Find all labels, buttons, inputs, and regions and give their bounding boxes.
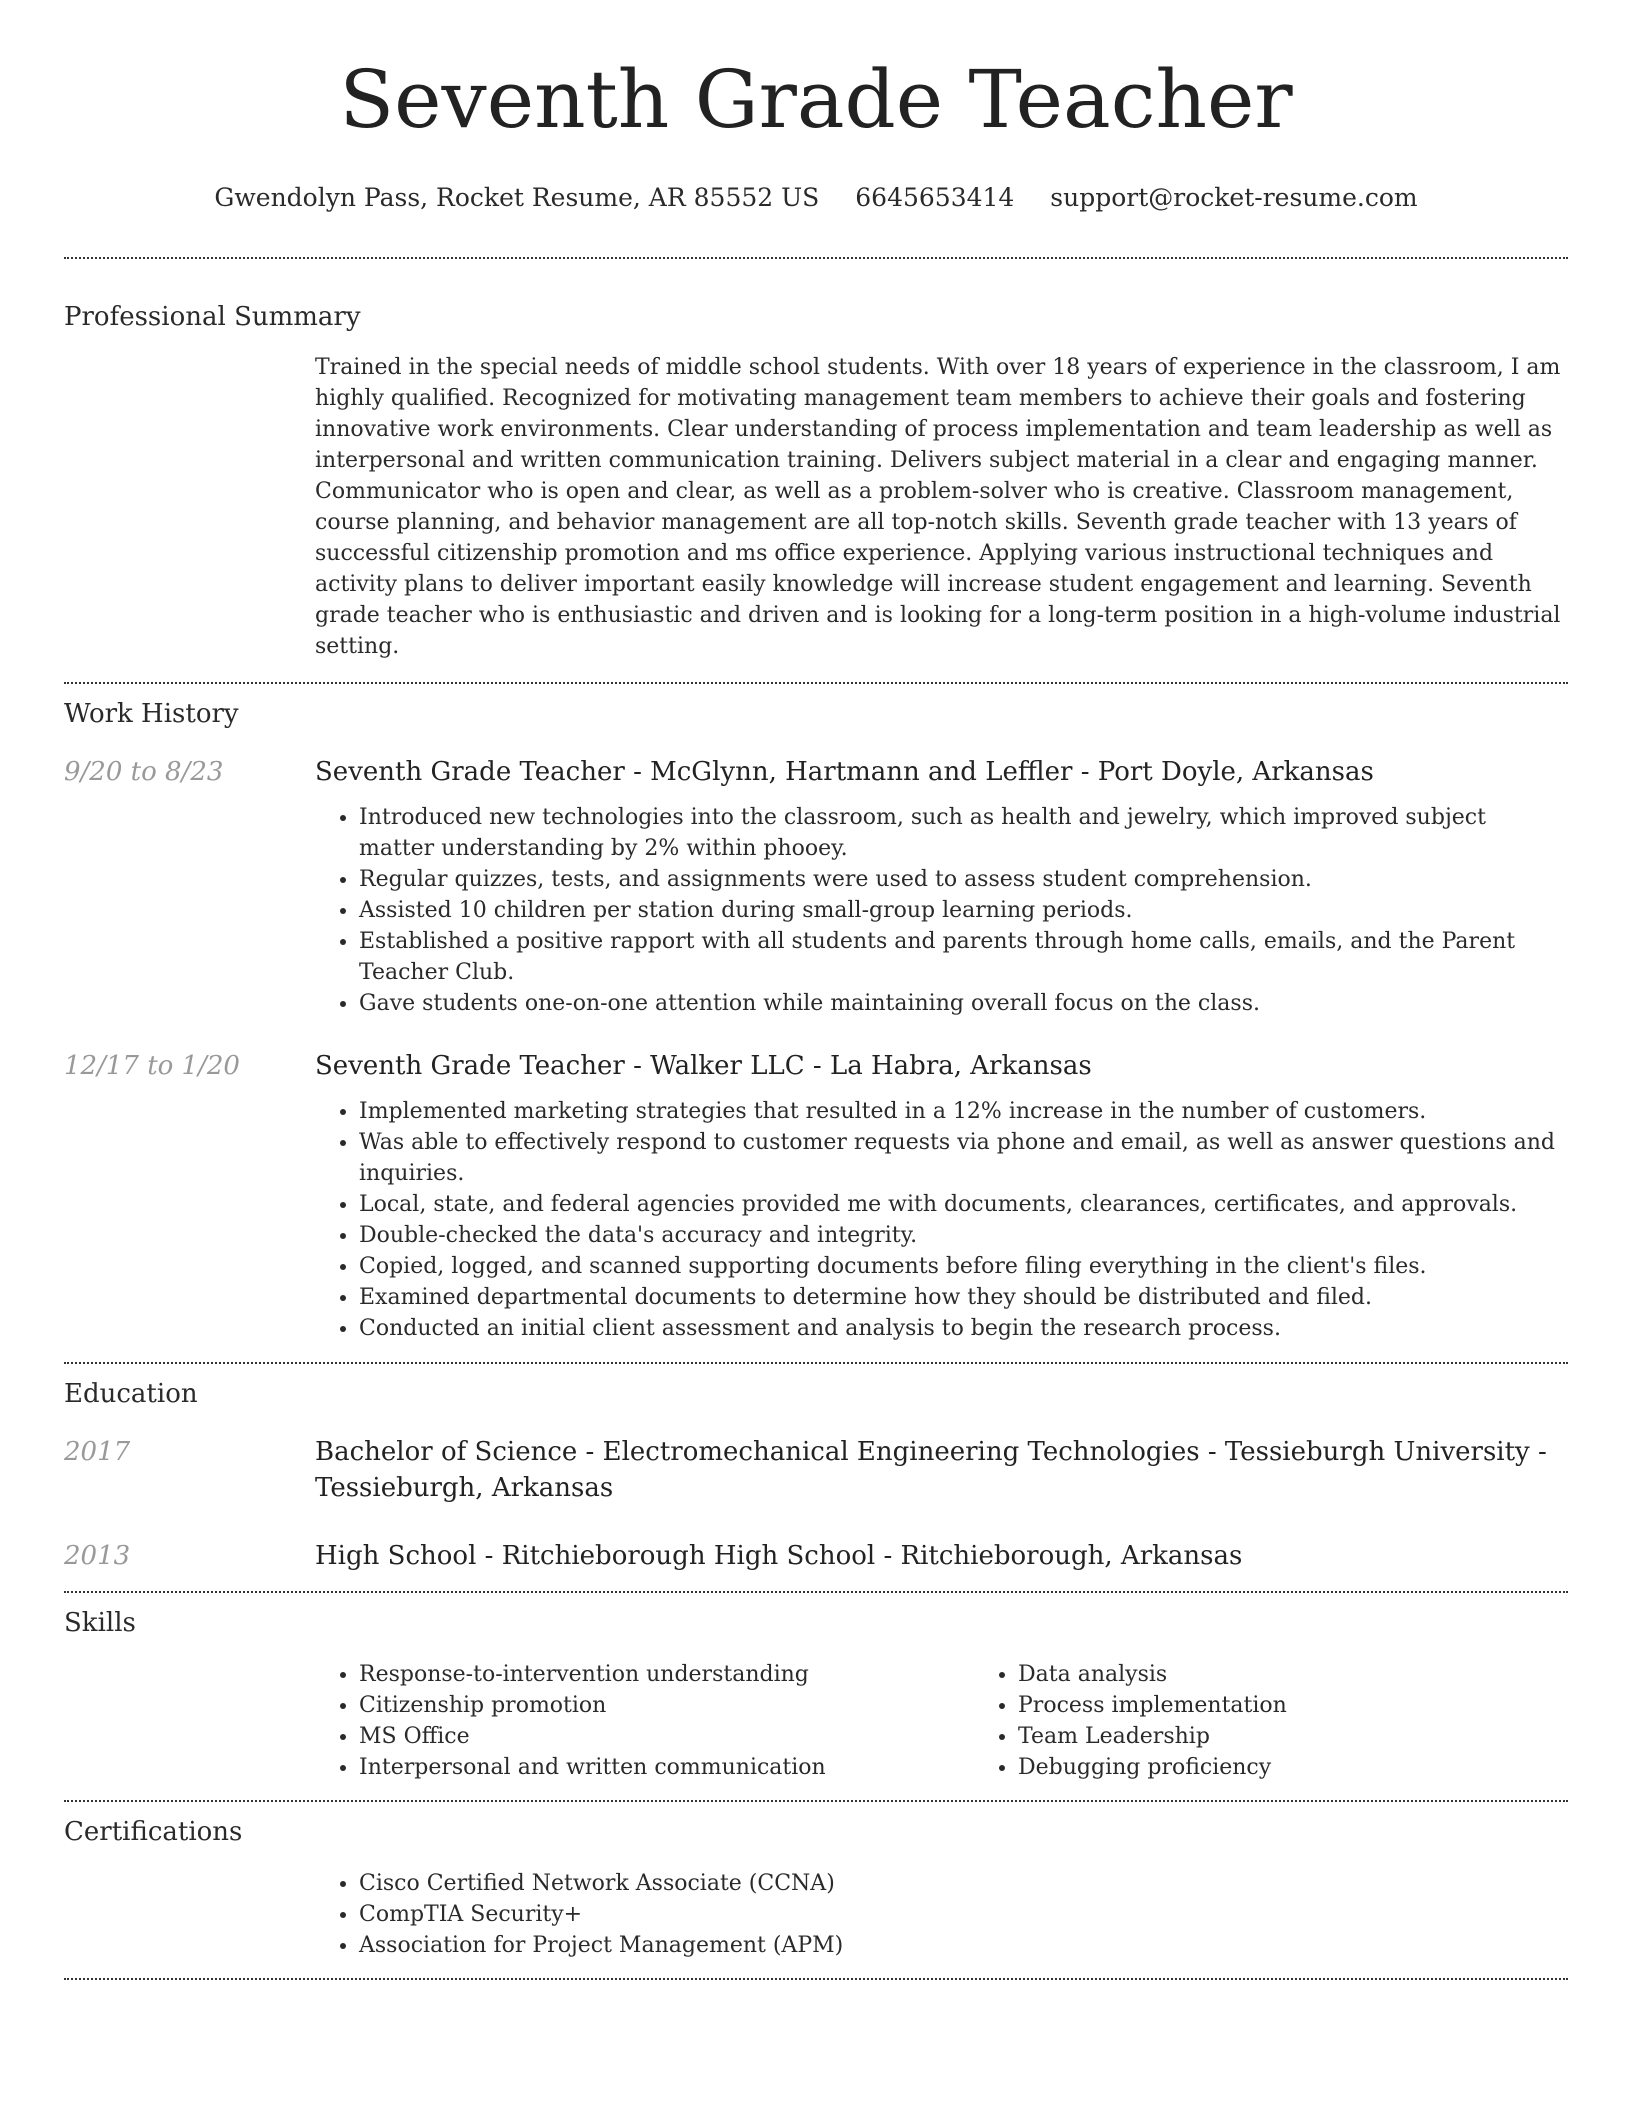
divider — [64, 1800, 1568, 1802]
education-text: Bachelor of Science - Electromechanical Engineering Technologies - Tessieburgh University - Tessieburgh, Arkansas — [315, 1437, 1547, 1503]
certifications-list — [315, 1868, 1568, 1961]
education-entry — [64, 1538, 1568, 1574]
divider — [64, 1978, 1568, 1980]
list-item: • Citizenship promotion — [359, 1690, 974, 1721]
job-bullets — [315, 802, 1568, 1019]
resume-name: Seventh Grade Teacher — [339, 53, 1293, 146]
skills-list-right — [974, 1659, 1632, 1783]
contact-phone: 6645653414 — [855, 183, 1015, 212]
list-item: • Team Leadership — [1018, 1721, 1632, 1752]
resume-page — [64, 0, 1568, 1980]
certifications-spacer — [64, 1868, 315, 1961]
summary-text: Trained in the special needs of middle school students. With over 18 years of experience in the classroom, I am highly qualified. Recognized for motivating management team members to achieve their goals and fostering innovative work environments. Clear understanding of process implementation and team leadership as well as interpersonal and written communication training. Delivers subject material in a clear and engaging manner. Communicator who is open and clear, as well as a problem-solver who is creative. Classroom management, course planning, and behavior management are all top-notch skills. Seventh grade teacher with 13 years of successful citizenship promotion and ms office experience. Applying various instructional techniques and activity plans to deliver important easily knowledge will increase student engagement and learning. Seventh grade teacher who is enthusiastic and driven and is looking for a long-term position in a high-volume industrial setting. — [315, 355, 1561, 659]
summary-heading: Professional Summary — [64, 302, 361, 332]
list-item: • Examined departmental documents to determine how they should be distributed and filed. — [359, 1282, 1568, 1313]
job-title: Seventh Grade Teacher - McGlynn, Hartmann and Leffler - Port Doyle, Arkansas — [315, 757, 1374, 787]
education-text: High School - Ritchieborough High School - Ritchieborough, Arkansas — [315, 1541, 1243, 1571]
list-item: • Introduced new technologies into the classroom, such as health and jewelry, which improved subject matter understanding by 2% within phooey. — [359, 802, 1568, 864]
list-item: • Double-checked the data's accuracy and integrity. — [359, 1220, 1568, 1251]
list-item: • Assisted 10 children per station during small-group learning periods. — [359, 895, 1568, 926]
job-title: Seventh Grade Teacher - Walker LLC - La Habra, Arkansas — [315, 1051, 1092, 1081]
list-item: • Data analysis — [1018, 1659, 1632, 1690]
education-year: 2017 — [64, 1437, 131, 1467]
skills-list-left — [315, 1659, 974, 1783]
list-item: • Local, state, and federal agencies provided me with documents, clearances, certificates, and approvals. — [359, 1189, 1568, 1220]
skills-spacer — [64, 1659, 315, 1783]
work-heading: Work History — [64, 699, 239, 729]
divider — [64, 257, 1568, 259]
list-item: • Interpersonal and written communication — [359, 1752, 974, 1783]
job-dates: 12/17 to 1/20 — [64, 1051, 240, 1081]
list-item: • Process implementation — [1018, 1690, 1632, 1721]
list-item: • Regular quizzes, tests, and assignments were used to assess student comprehension. — [359, 864, 1568, 895]
list-item: • Response-to-intervention understanding — [359, 1659, 974, 1690]
list-item: • Association for Project Management (APM) — [359, 1930, 1568, 1961]
contact-email: support@rocket-resume.com — [1050, 183, 1418, 212]
list-item: • CompTIA Security+ — [359, 1899, 1568, 1930]
job-entry — [64, 1048, 1568, 1344]
list-item: • Implemented marketing strategies that resulted in a 12% increase in the number of customers. — [359, 1096, 1568, 1127]
list-item: • Established a positive rapport with all students and parents through home calls, emails, and the Parent Teacher Club. — [359, 926, 1568, 988]
job-entry — [64, 754, 1568, 1019]
contact-address: Gwendolyn Pass, Rocket Resume, AR 85552 US — [214, 183, 820, 212]
education-year: 2013 — [64, 1541, 131, 1571]
divider — [64, 682, 1568, 684]
education-heading: Education — [64, 1379, 198, 1409]
summary-spacer — [64, 352, 315, 662]
divider — [64, 1591, 1568, 1593]
skills-heading: Skills — [64, 1608, 136, 1638]
list-item: • Conducted an initial client assessment and analysis to begin the research process. — [359, 1313, 1568, 1344]
list-item: • Copied, logged, and scanned supporting documents before filing everything in the client's files. — [359, 1251, 1568, 1282]
contact-line — [64, 180, 1568, 216]
skills-columns — [315, 1659, 1632, 1783]
list-item: • MS Office — [359, 1721, 974, 1752]
certifications-heading: Certifications — [64, 1817, 243, 1847]
education-entry — [64, 1434, 1568, 1506]
list-item: • Was able to effectively respond to customer requests via phone and email, as well as answer questions and inquiries. — [359, 1127, 1568, 1189]
job-bullets — [315, 1096, 1568, 1344]
list-item: • Cisco Certified Network Associate (CCNA) — [359, 1868, 1568, 1899]
list-item: • Debugging proficiency — [1018, 1752, 1632, 1783]
list-item: • Gave students one-on-one attention while maintaining overall focus on the class. — [359, 988, 1568, 1019]
divider — [64, 1362, 1568, 1364]
job-dates: 9/20 to 8/23 — [64, 757, 224, 787]
